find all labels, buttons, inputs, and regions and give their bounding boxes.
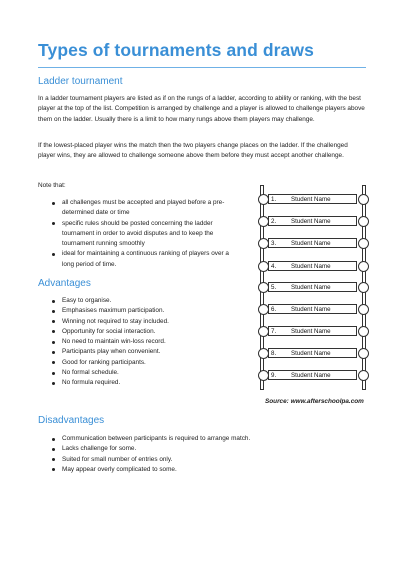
ladder-tournament-heading: Ladder tournament	[38, 76, 123, 87]
ladder-rules-paragraph: If the lowest-placed player wins the match then the two players change places on the ladder. If the challenged player wins, they are allowed to challenge someone above them before they must accept another challenge.	[38, 142, 348, 160]
rung-box	[268, 238, 357, 248]
list-item: specific rules should be posted concerning the ladder tournament in order to avoid disputes and to keep the tournament running smoothly	[38, 219, 233, 250]
rung-student-name: Student Name	[291, 240, 331, 247]
rung-number: 5.	[271, 284, 277, 291]
list-item: Participants play when convenient.	[38, 347, 248, 357]
rung-box	[268, 304, 357, 314]
rung-student-name: Student Name	[291, 284, 331, 291]
challenge-rules-list	[38, 198, 233, 270]
rung-student-name: Student Name	[291, 306, 331, 313]
ladder-diagram	[258, 185, 370, 390]
ladder-rung	[258, 304, 370, 315]
ladder-rung	[258, 326, 370, 337]
list-item: Good for ranking participants.	[38, 358, 248, 368]
disadvantages-heading: Disadvantages	[38, 415, 105, 426]
ladder-rung	[258, 238, 370, 249]
rung-student-name: Student Name	[291, 372, 331, 379]
list-item: No formal schedule.	[38, 368, 248, 378]
rung-student-name: Student Name	[291, 328, 331, 335]
rung-number: 1.	[271, 196, 277, 203]
ladder-rung	[258, 282, 370, 293]
list-item: No need to maintain win-loss record.	[38, 337, 248, 347]
list-item: Winning not required to stay included.	[38, 317, 248, 327]
rung-number: 7.	[271, 328, 277, 335]
rung-box	[268, 216, 357, 226]
disadvantages-list	[38, 434, 338, 475]
rung-box	[268, 282, 357, 292]
peg-icon	[358, 261, 369, 272]
rung-box	[268, 348, 357, 358]
rung-box	[268, 194, 357, 204]
rung-student-name: Student Name	[291, 196, 331, 203]
rung-number: 8.	[271, 350, 277, 357]
peg-icon	[358, 282, 369, 293]
ladder-rung	[258, 370, 370, 381]
list-item: Lacks challenge for some.	[38, 444, 338, 454]
list-item: Emphasises maximum participation.	[38, 306, 248, 316]
rung-box	[268, 326, 357, 336]
rung-student-name: Student Name	[291, 218, 331, 225]
list-item: Easy to organise.	[38, 296, 248, 306]
peg-icon	[358, 370, 369, 381]
rung-student-name: Student Name	[291, 263, 331, 270]
list-item: Suited for small number of entries only.	[38, 455, 338, 465]
peg-icon	[358, 304, 369, 315]
advantages-heading: Advantages	[38, 278, 91, 289]
list-item: May appear overly complicated to some.	[38, 465, 338, 475]
source-credit: Source: www.afterschoolpa.com	[265, 398, 364, 405]
rung-number: 3.	[271, 240, 277, 247]
rung-number: 6.	[271, 306, 277, 313]
list-item: Communication between participants is required to arrange match.	[38, 434, 338, 444]
ladder-rung	[258, 216, 370, 227]
list-item: Opportunity for social interaction.	[38, 327, 248, 337]
peg-icon	[358, 216, 369, 227]
rung-box	[268, 261, 357, 271]
peg-icon	[358, 238, 369, 249]
note-label: Note that:	[38, 182, 66, 189]
list-item: all challenges must be accepted and played before a pre-determined date or time	[38, 198, 233, 219]
ladder-rung	[258, 348, 370, 359]
ladder-intro-paragraph: In a ladder tournament players are listed as if on the rungs of a ladder, according to ability or ranking, with the best player at the top of the list. Competition is arranged by challenge and a player is allowed to challenge players above them on the ladder. Usually there is a limit to how many rungs above them players may challenge.	[38, 95, 365, 123]
rung-number: 9.	[271, 372, 277, 379]
list-item: No formula required.	[38, 378, 248, 388]
rung-student-name: Student Name	[291, 350, 331, 357]
ladder-rung	[258, 261, 370, 272]
rung-number: 4.	[271, 263, 277, 270]
peg-icon	[358, 348, 369, 359]
page-title: Types of tournaments and draws	[38, 40, 314, 60]
advantages-list	[38, 296, 248, 389]
rung-box	[268, 370, 357, 380]
list-item: ideal for maintaining a continuous ranking of players over a long period of time.	[38, 249, 233, 270]
peg-icon	[358, 194, 369, 205]
rung-number: 2.	[271, 218, 277, 225]
title-divider	[38, 67, 366, 68]
peg-icon	[358, 326, 369, 337]
ladder-rung	[258, 194, 370, 205]
